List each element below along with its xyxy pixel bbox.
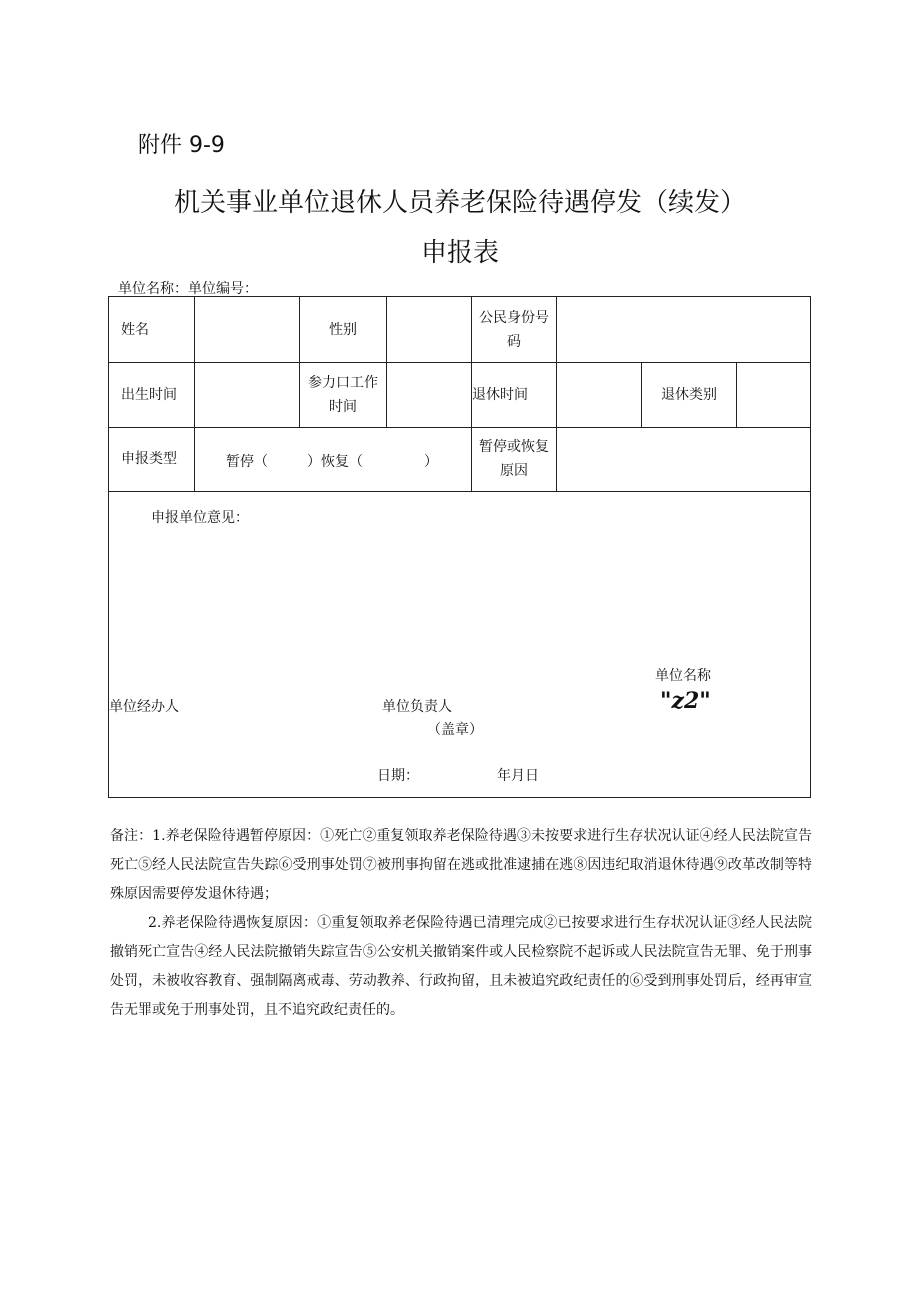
name-label: 姓名	[121, 321, 149, 338]
report-type-label: 申报类型	[121, 451, 177, 467]
birth-label: 出生时间	[121, 386, 177, 403]
note-resume-reasons: 2.养老保险待遇恢复原因：①重复领取养老保险待遇已清理完成②已按要求进行生存状况认证③经人民法院撤销死亡宣告④经人民法院撤销失踪宣告⑤公安机关撤销案件或人民检察院不起诉或人民法院宣告无罪、免于刑事处罚，未被收容教育、强制隔离戒毒、劳动教养、行政拘留，且未被追究政纪责任的⑥受到刑事处罚后，经再审宣告无罪或免于刑事处罚，且不追究政纪责任的。	[110, 915, 812, 1018]
handler-label: 单位经办人	[109, 699, 179, 715]
resume-close-paren: ）	[424, 454, 438, 470]
id-number-label-line1: 公民身份号	[479, 309, 549, 326]
resume-option[interactable]: ）恢复（	[307, 454, 363, 470]
reason-label	[472, 427, 556, 491]
name-field[interactable]	[195, 297, 299, 362]
unit-name-label: 单位名称	[655, 668, 711, 684]
row-divider	[109, 491, 810, 492]
reason-label-line2: 原因	[500, 463, 528, 479]
date-format: 年月日	[497, 768, 539, 784]
date-label: 日期：	[377, 768, 419, 784]
note-suspend-reasons: 备注：1.养老保险待遇暂停原因：①死亡②重复领取养老保险待遇③未按要求进行生存状况认证④经人民法院宣告死亡⑤经人民法院宣告失踪⑥受刑事处罚⑦被刑事拘留在逃或批准逮捕在逃⑧因违纪取消退休待遇⑨改革改制等特殊原因需要停发退休待遇；	[110, 828, 812, 902]
seal-label: （盖章）	[427, 722, 483, 738]
suspend-option[interactable]: 暂停（	[226, 454, 268, 470]
form-table	[108, 296, 811, 798]
reason-field[interactable]	[557, 427, 810, 491]
page-title: 机关事业单位退休人员养老保险待遇停发（续发）	[173, 188, 746, 218]
birth-field[interactable]	[195, 362, 299, 427]
work-start-field[interactable]	[387, 362, 471, 427]
work-start-label-line1: 参力口工作	[308, 374, 378, 391]
id-number-field[interactable]	[557, 297, 810, 362]
reason-label-line1: 暂停或恢复	[479, 439, 549, 455]
retire-time-label: 退休时间	[472, 386, 528, 403]
signature-text: "z2"	[660, 688, 711, 714]
attachment-number: 附件 9-9	[138, 133, 225, 158]
retire-type-field[interactable]	[737, 362, 810, 427]
retire-time-field[interactable]	[557, 362, 641, 427]
opinion-label: 申报单位意见：	[151, 510, 249, 526]
page-subtitle: 申报表	[420, 238, 499, 268]
col-divider	[194, 427, 195, 491]
leader-label: 单位负责人	[382, 699, 452, 715]
retire-type-label: 退休类别	[661, 386, 717, 403]
work-start-label	[300, 362, 386, 427]
gender-field[interactable]	[387, 297, 471, 362]
notes-section	[110, 822, 812, 1025]
work-start-label-line2: 时间	[329, 398, 357, 415]
gender-label: 性别	[329, 321, 357, 338]
id-number-label	[472, 297, 556, 362]
unit-info-line: 单位名称：单位编号：	[118, 281, 258, 297]
id-number-label-line2: 码	[507, 333, 521, 350]
